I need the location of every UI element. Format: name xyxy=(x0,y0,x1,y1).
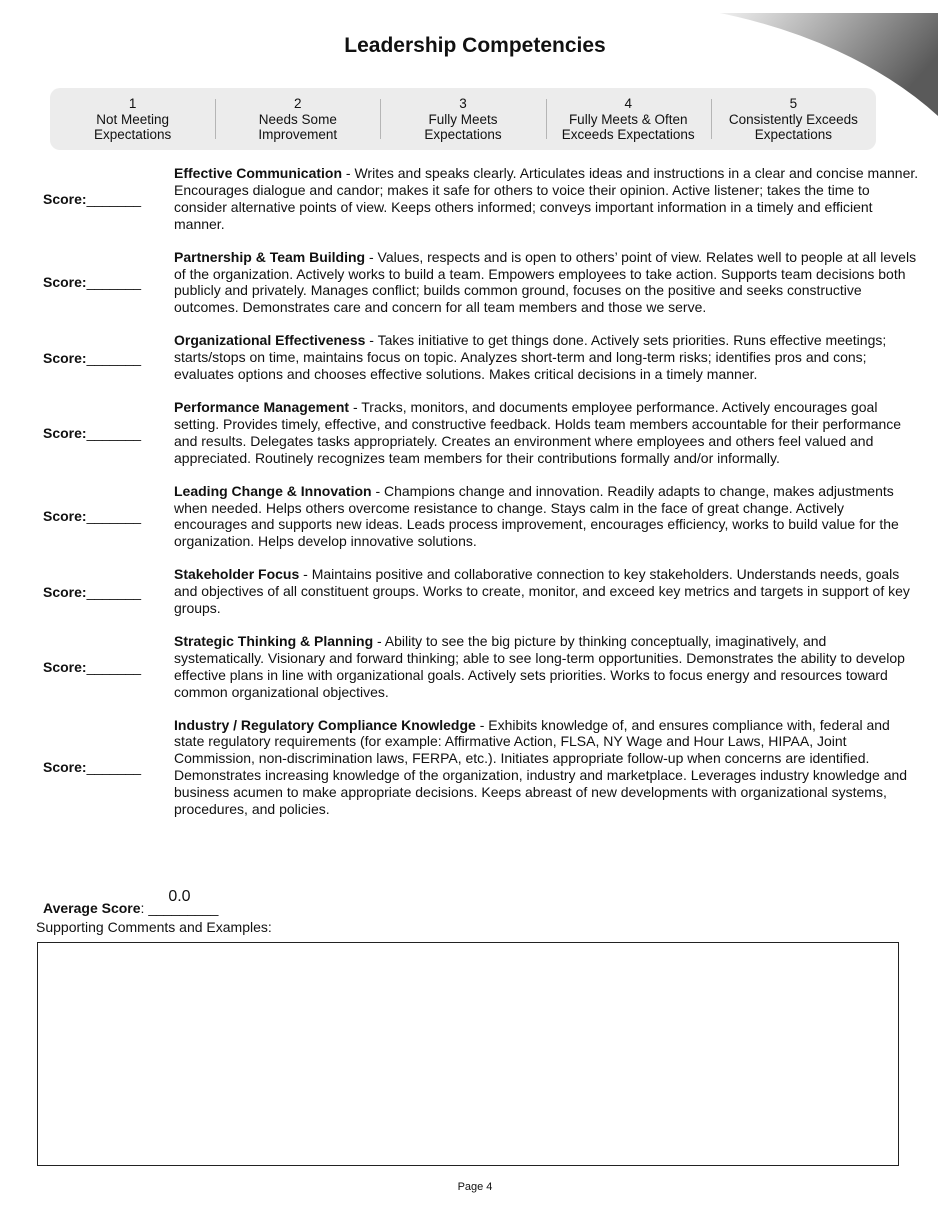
score-field[interactable] xyxy=(0,566,174,617)
score-blank[interactable]: _______ xyxy=(86,190,142,207)
score-label: Score: xyxy=(43,274,87,291)
rating-label: Not Meeting Expectations xyxy=(93,111,172,142)
score-label: Score: xyxy=(43,508,87,525)
comments-label: Supporting Comments and Examples: xyxy=(36,919,272,935)
rating-label: Needs Some Improvement xyxy=(258,111,338,142)
competency-title: Stakeholder Focus xyxy=(174,566,300,583)
rating-number: 3 xyxy=(459,96,467,111)
rating-number: 1 xyxy=(128,96,137,111)
rating-number: 2 xyxy=(294,96,302,111)
comments-textbox[interactable] xyxy=(37,942,899,1166)
score-field[interactable] xyxy=(0,717,174,818)
competency-title: Strategic Thinking & Planning xyxy=(174,632,374,649)
competency-text: - Champions change and innovation. Readily adapts to change, makes adjustments when needed. Helps others overcome resistance to change. Stays calm in the face of great change. Actively encourages and supports new ideas. Leads process improvement, encourages efficiency, works to build value for the organization. Helps develop innovative solutions. xyxy=(174,482,899,550)
competency-row xyxy=(0,633,950,701)
score-field[interactable] xyxy=(0,633,174,701)
average-score-field[interactable] xyxy=(148,888,219,916)
score-blank[interactable]: _______ xyxy=(86,759,142,776)
competency-title: Effective Communication xyxy=(174,165,343,181)
competency-description xyxy=(174,165,920,233)
score-blank[interactable]: _______ xyxy=(86,424,142,441)
score-field[interactable] xyxy=(0,165,174,233)
competency-text: - Ability to see the big picture by thinking conceptually, imaginatively, and systematically. Visionary and forward thinking; able to see long-term opportunities. Demonstrates the ability to develop effective plans in line with organizational goals. Actively sets priorities. Works to focus energy and resources toward common organizational objectives. xyxy=(174,632,905,700)
score-label: Score: xyxy=(43,349,87,366)
competency-row xyxy=(0,399,950,467)
rating-scale-item xyxy=(215,88,380,150)
competency-description xyxy=(174,399,920,467)
competency-title: Industry / Regulatory Compliance Knowledge xyxy=(174,716,476,733)
score-blank[interactable]: _______ xyxy=(86,508,142,525)
score-blank[interactable]: _______ xyxy=(86,349,142,366)
competency-row xyxy=(0,483,950,551)
competency-row xyxy=(0,717,950,818)
competency-list xyxy=(0,165,950,834)
average-score-blank: _________ xyxy=(148,900,219,916)
score-blank[interactable]: _______ xyxy=(86,658,142,675)
competency-text: - Writes and speaks clearly. Articulates ideas and instructions in a clear and concise manner. Encourages dialogue and candor; makes it safe for others to voice their opinion. Active listener; takes the time to consider alternative points of view. Keeps others informed; conveys important information in a timely and efficient manner. xyxy=(174,165,919,232)
competency-row xyxy=(0,566,950,617)
competency-text: - Values, respects and is open to others’ point of view. Relates well to people at all levels of the organization. Actively works to build a team. Empowers employees to take action. Supports team decisions both publicly and privately. Manages conflict; builds common ground, focuses on the positive and seeks constructive outcomes. Demonstrates care and concern for all team members and those we serve. xyxy=(174,248,917,316)
average-score-separator: : xyxy=(140,900,149,916)
competency-title: Leading Change & Innovation xyxy=(174,482,372,499)
rating-scale xyxy=(50,88,876,150)
competency-row xyxy=(0,249,950,317)
score-label: Score: xyxy=(43,583,87,600)
rating-label: Fully Meets & Often Exceeds Expectations xyxy=(561,111,695,142)
competency-text: - Exhibits knowledge of, and ensures compliance with, federal and state regulatory requirements (for example: Affirmative Action, FLSA, NY Wage and Hour Laws, HIPAA, Joint Commission, non-discrimination laws, FERPA, etc.). Initiates appropriate follow-up when concerns are identified. Demonstrates increasing knowledge of the organization, industry and marketplace. Leverages industry knowledge and business acumen to make appropriate decisions. Keeps abreast of new developments with organizational systems, procedures, and policies. xyxy=(174,716,908,818)
rating-label: Fully Meets Expectations xyxy=(424,111,502,142)
score-label: Score: xyxy=(43,759,87,776)
competency-description xyxy=(174,717,920,818)
score-field[interactable] xyxy=(0,483,174,551)
competency-title: Organizational Effectiveness xyxy=(174,332,366,349)
competency-text: - Tracks, monitors, and documents employee performance. Actively encourages goal setting. Provides timely, effective, and constructive feedback. Holds team members accountable for their performance and results. Delegates tasks appropriately. Creates an environment where employees and others feel valued and appreciated. Routinely recognizes team members for their contributions formally and/or informally. xyxy=(174,398,902,466)
competency-row xyxy=(0,165,950,233)
competency-text: - Takes initiative to get things done. Actively sets priorities. Runs effective meetings; starts/stops on time, maintains focus on topic. Analyzes short-term and long-term risks; identifies pros and cons; evaluates options and chooses effective solutions. Makes critical decisions in a timely manner. xyxy=(174,332,887,383)
competency-title: Partnership & Team Building xyxy=(174,248,366,265)
competency-row xyxy=(0,332,950,383)
average-score-value: 0.0 xyxy=(168,888,191,905)
score-label: Score: xyxy=(43,658,87,675)
rating-number: 5 xyxy=(789,96,798,111)
score-field[interactable] xyxy=(0,249,174,317)
competency-text: - Maintains positive and collaborative connection to key stakeholders. Understands needs, goals and objectives of all constituent groups. Works to create, monitor, and exceed key metrics and targets in support of key groups. xyxy=(174,566,910,617)
rating-scale-item xyxy=(546,88,711,150)
competency-description xyxy=(174,249,920,317)
score-label: Score: xyxy=(43,424,87,441)
page-number: Page 4 xyxy=(457,1181,493,1193)
score-blank[interactable]: _______ xyxy=(86,583,142,600)
competency-description xyxy=(174,332,920,383)
competency-title: Performance Management xyxy=(174,398,350,415)
average-score-label: Average Score xyxy=(43,900,141,916)
competency-description xyxy=(174,566,920,617)
average-score xyxy=(43,888,219,916)
rating-scale-item xyxy=(380,88,545,150)
rating-scale-item xyxy=(50,88,215,150)
rating-number: 4 xyxy=(624,96,632,111)
rating-label: Consistently Exceeds Expectations xyxy=(728,111,858,142)
page-title: Leadership Competencies xyxy=(344,34,606,57)
score-field[interactable] xyxy=(0,399,174,467)
competency-description xyxy=(174,483,920,551)
rating-scale-item xyxy=(711,88,876,150)
score-label: Score: xyxy=(43,190,87,207)
competency-description xyxy=(174,633,920,701)
score-field[interactable] xyxy=(0,332,174,383)
score-blank[interactable]: _______ xyxy=(86,274,142,291)
